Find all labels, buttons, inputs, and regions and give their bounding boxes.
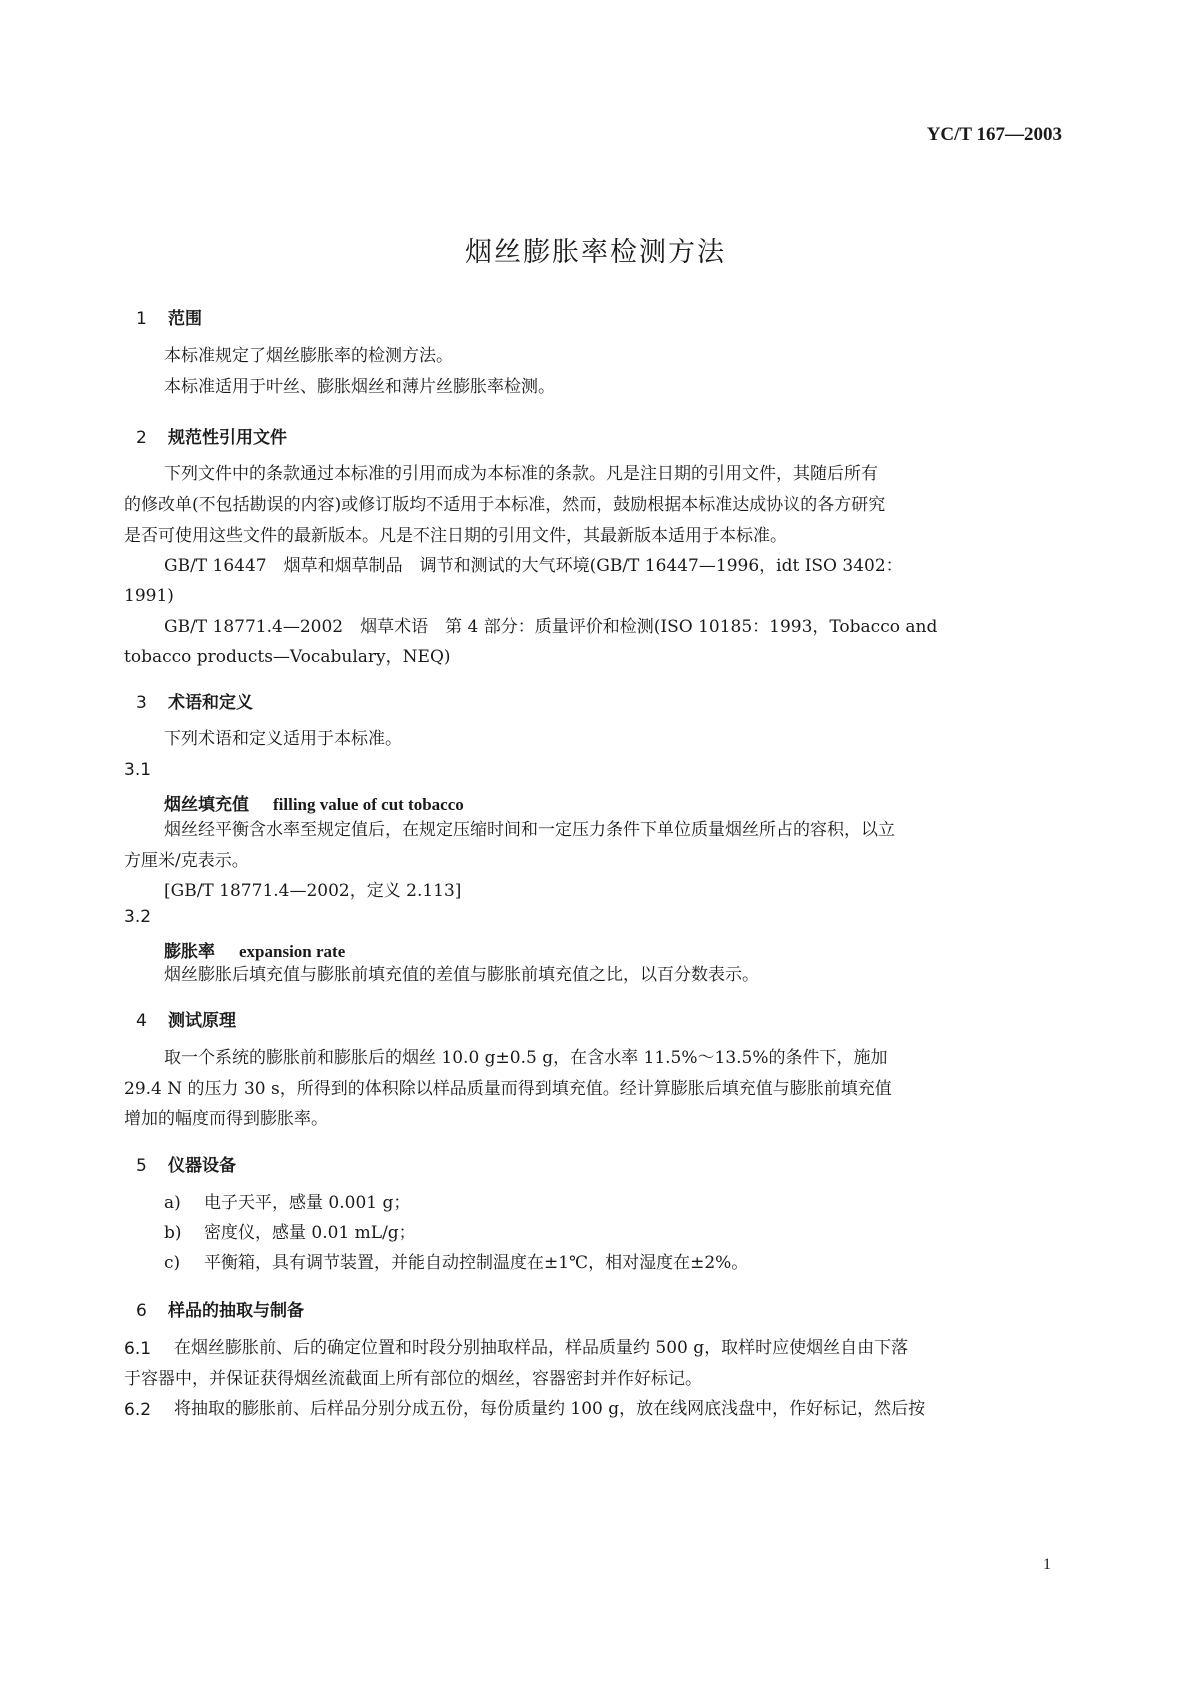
- list-item: [164, 1218, 416, 1249]
- subsection-number: 3.1: [124, 760, 152, 780]
- list-label: c): [164, 1253, 181, 1273]
- subsection-number: 6.1: [124, 1339, 152, 1359]
- text-line: 29.4 N 的压力 30 s，所得到的体积除以样品质量而得到填充值。经计算膨胀后填充值与膨胀前填充值: [124, 1079, 892, 1099]
- section-2-heading: [136, 423, 287, 448]
- list-label: b): [164, 1223, 182, 1243]
- term-zh: 烟丝填充值: [164, 795, 249, 815]
- subsection-number: 3.2: [124, 907, 152, 927]
- reference-line: GB/T 16447 烟草和烟草制品 调节和测试的大气环境(GB/T 16447—1996，idt ISO 3402：: [164, 556, 903, 576]
- section-title: 仪器设备: [168, 1156, 236, 1176]
- text-line: 增加的幅度而得到膨胀率。: [124, 1109, 328, 1129]
- list-item: [164, 1248, 748, 1279]
- section-number: 3: [136, 693, 147, 713]
- section-number: 6: [136, 1301, 147, 1321]
- document-number: YC/T 167—2003: [926, 124, 1062, 145]
- definition-line: 方厘米/克表示。: [124, 851, 249, 871]
- document-title: 烟丝膨胀率检测方法: [465, 237, 726, 268]
- reference-line: tobacco products—Vocabulary，NEQ): [124, 647, 451, 667]
- list-label: a): [164, 1193, 181, 1213]
- section-1-heading: [136, 304, 202, 329]
- reference-line: GB/T 18771.4—2002 烟草术语 第 4 部分：质量评价和检测(ISO 10185：1993，Tobacco and: [164, 617, 938, 637]
- definition-line: 烟丝膨胀后填充值与膨胀前填充值的差值与膨胀前填充值之比，以百分数表示。: [164, 965, 759, 985]
- section-number: 2: [136, 428, 147, 448]
- text-line: 于容器中，并保证获得烟丝流截面上所有部位的烟丝，容器密封并作好标记。: [124, 1369, 702, 1389]
- page-number: 1: [1043, 1556, 1051, 1573]
- term-entry: [164, 790, 464, 815]
- text-line: 是否可使用这些文件的最新版本。凡是不注日期的引用文件，其最新版本适用于本标准。: [124, 526, 787, 546]
- term-en: expansion rate: [239, 942, 346, 961]
- section-6-heading: [136, 1296, 304, 1321]
- list-text: 平衡箱，具有调节装置，并能自动控制温度在±1℃，相对湿度在±2%。: [204, 1253, 749, 1273]
- definition-source: [GB/T 18771.4—2002，定义 2.113]: [164, 881, 462, 901]
- section-number: 1: [136, 309, 147, 329]
- section-5-heading: [136, 1151, 236, 1176]
- text-line: 下列文件中的条款通过本标准的引用而成为本标准的条款。凡是注日期的引用文件，其随后所有: [164, 464, 878, 484]
- paragraph: 本标准适用于叶丝、膨胀烟丝和薄片丝膨胀率检测。: [164, 377, 555, 397]
- text-line: 的修改单(不包括勘误的内容)或修订版均不适用于本标准，然而，鼓励根据本标准达成协议的各方研究: [124, 495, 886, 515]
- paragraph: 本标准规定了烟丝膨胀率的检测方法。: [164, 346, 453, 366]
- section-title: 规范性引用文件: [168, 428, 287, 448]
- section-number: 4: [136, 1011, 147, 1031]
- paragraph: 下列术语和定义适用于本标准。: [164, 729, 402, 749]
- text-line: 在烟丝膨胀前、后的确定位置和时段分别抽取样品，样品质量约 500 g，取样时应使烟丝自由下落: [174, 1338, 909, 1358]
- list-text: 密度仪，感量 0.01 mL/g；: [204, 1223, 416, 1243]
- section-4-heading: [136, 1006, 236, 1031]
- text-line: 取一个系统的膨胀前和膨胀后的烟丝 10.0 g±0.5 g，在含水率 11.5%～13.5%的条件下，施加: [164, 1048, 888, 1068]
- text-line: 将抽取的膨胀前、后样品分别分成五份，每份质量约 100 g，放在线网底浅盘中，作好标记，然后按: [174, 1399, 926, 1419]
- term-entry: [164, 937, 345, 962]
- list-text: 电子天平，感量 0.001 g；: [204, 1193, 411, 1213]
- subsection-number: 6.2: [124, 1400, 152, 1420]
- section-3-heading: [136, 688, 253, 713]
- section-title: 样品的抽取与制备: [168, 1301, 304, 1321]
- section-title: 测试原理: [168, 1011, 236, 1031]
- reference-line: 1991): [124, 586, 174, 606]
- section-title: 范围: [168, 309, 202, 329]
- term-zh: 膨胀率: [164, 942, 215, 962]
- section-title: 术语和定义: [168, 693, 253, 713]
- list-item: [164, 1188, 410, 1219]
- term-en: filling value of cut tobacco: [273, 795, 464, 814]
- section-number: 5: [136, 1156, 147, 1176]
- definition-line: 烟丝经平衡含水率至规定值后，在规定压缩时间和一定压力条件下单位质量烟丝所占的容积，以立: [164, 820, 895, 840]
